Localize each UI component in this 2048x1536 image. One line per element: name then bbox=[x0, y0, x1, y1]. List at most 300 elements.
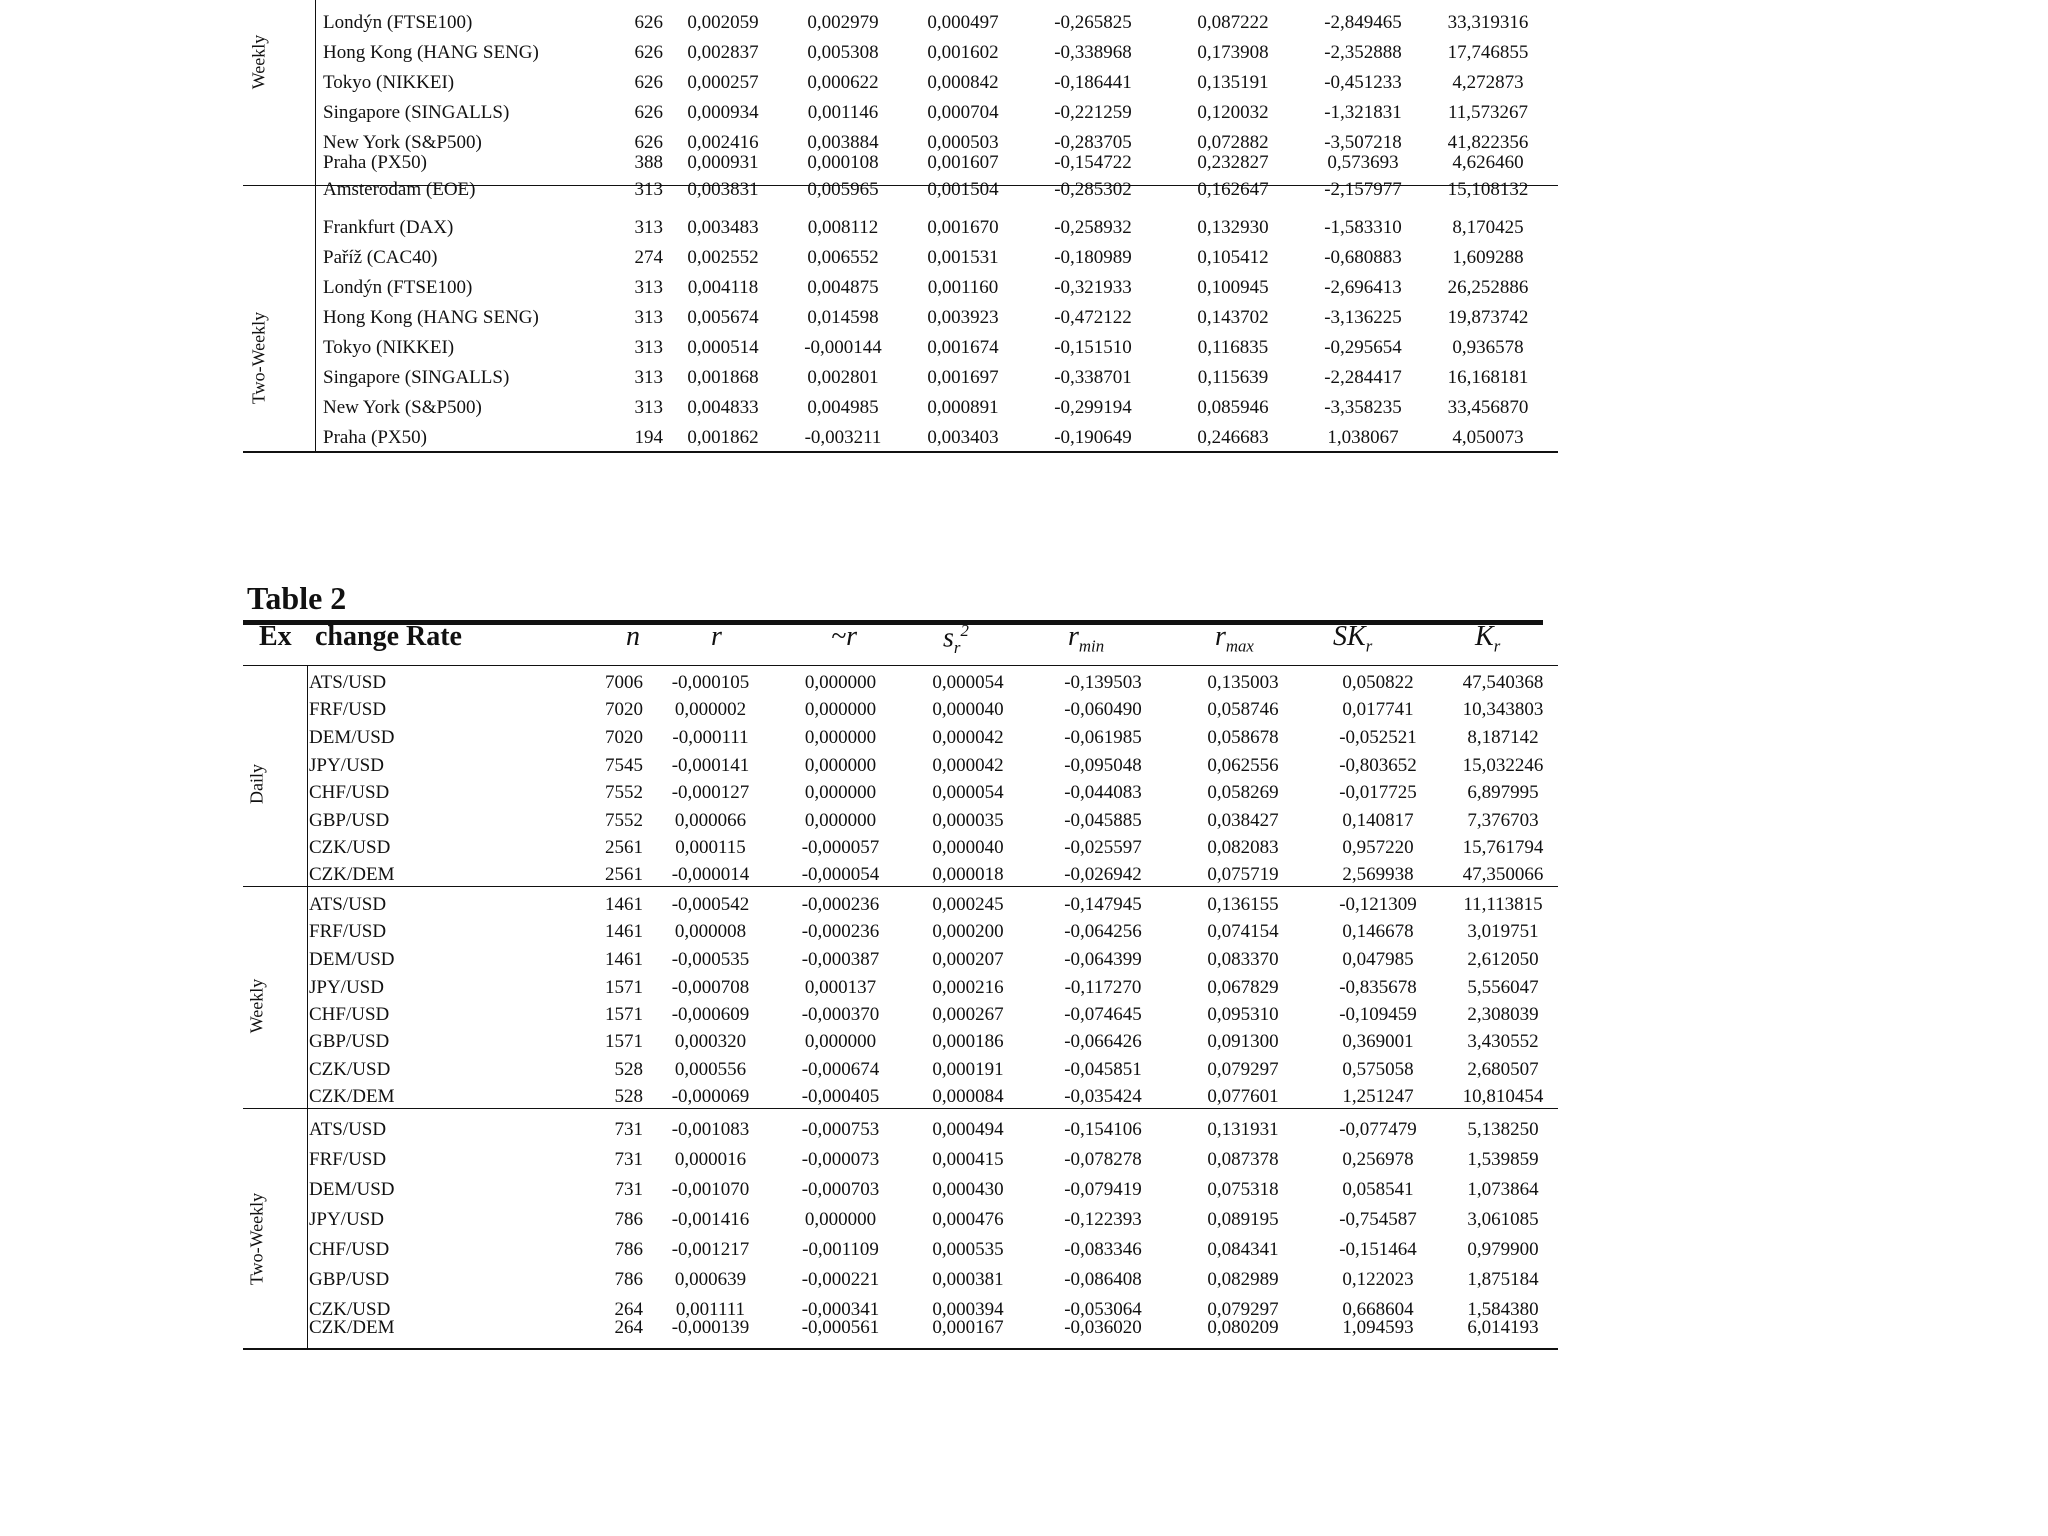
table-cell: -0,052521 bbox=[1339, 727, 1417, 748]
table-cell: 0,136155 bbox=[1207, 894, 1279, 915]
row-label: CZK/USD bbox=[309, 1059, 391, 1080]
table-cell: 1571 bbox=[605, 1031, 643, 1052]
table-cell: 0,077601 bbox=[1207, 1086, 1279, 1107]
header-rmax: $r_{max}$ bbox=[1215, 621, 1254, 656]
table-cell: 0,085946 bbox=[1197, 397, 1269, 418]
table-row bbox=[243, 365, 1558, 391]
table-cell: -0,017725 bbox=[1339, 782, 1417, 803]
row-label: CZK/USD bbox=[309, 1299, 391, 1320]
table-cell: -2,696413 bbox=[1324, 277, 1402, 298]
table-cell: 0,000394 bbox=[932, 1299, 1004, 1320]
table-cell: 1,539859 bbox=[1467, 1149, 1539, 1170]
table-cell: 0,079297 bbox=[1207, 1059, 1279, 1080]
table-cell: 0,001504 bbox=[927, 179, 999, 200]
row-label: CZK/USD bbox=[309, 837, 391, 858]
table-row bbox=[243, 835, 1558, 861]
table-cell: 0,074154 bbox=[1207, 921, 1279, 942]
table-cell: 626 bbox=[634, 42, 663, 63]
table-cell: 1,073864 bbox=[1467, 1179, 1539, 1200]
table-cell: -0,001070 bbox=[671, 1179, 750, 1200]
table-cell: 1461 bbox=[605, 921, 643, 942]
table-cell: -0,026942 bbox=[1064, 864, 1142, 885]
table-cell: -0,066426 bbox=[1064, 1031, 1142, 1052]
table-cell: 0,000430 bbox=[932, 1179, 1004, 1200]
table-row bbox=[243, 780, 1558, 806]
row-label: Singapore (SINGALLS) bbox=[323, 102, 510, 123]
table-cell: -0,000014 bbox=[671, 864, 750, 885]
table-cell: -0,154722 bbox=[1054, 152, 1132, 173]
table-cell: 0,003831 bbox=[687, 179, 759, 200]
table-row bbox=[243, 150, 1558, 176]
table-cell: 0,000040 bbox=[932, 699, 1004, 720]
table-cell: 0,000497 bbox=[927, 12, 999, 33]
table-cell: 274 bbox=[634, 247, 663, 268]
table-row bbox=[243, 670, 1558, 696]
row-label: JPY/USD bbox=[309, 977, 384, 998]
table-cell: 0,082989 bbox=[1207, 1269, 1279, 1290]
table-row bbox=[243, 1237, 1558, 1263]
table-cell: 0,000066 bbox=[674, 810, 747, 831]
group-label-two-weekly: Two-Weekly bbox=[248, 311, 269, 405]
table-cell: 0,000054 bbox=[932, 782, 1004, 803]
table-cell: 0,000200 bbox=[932, 921, 1004, 942]
table-cell: 0,001602 bbox=[927, 42, 999, 63]
table-cell: 0,001670 bbox=[927, 217, 999, 238]
table-cell: 2,308039 bbox=[1467, 1004, 1539, 1025]
table-cell: -0,451233 bbox=[1324, 72, 1402, 93]
table-cell: 0,004875 bbox=[807, 277, 879, 298]
table-cell: -0,053064 bbox=[1064, 1299, 1142, 1320]
table-row bbox=[243, 919, 1558, 945]
table-cell: 1,251247 bbox=[1342, 1086, 1414, 1107]
table-cell: 0,573693 bbox=[1327, 152, 1399, 173]
table-cell: 7020 bbox=[605, 699, 643, 720]
table-cell: 17,746855 bbox=[1447, 42, 1529, 63]
table-cell: 1,094593 bbox=[1342, 1317, 1414, 1338]
table-cell: 0,000040 bbox=[932, 837, 1004, 858]
table-cell: -0,000073 bbox=[801, 1149, 880, 1170]
row-label: CZK/DEM bbox=[309, 864, 395, 885]
table-cell: 1,584380 bbox=[1467, 1299, 1539, 1320]
table-cell: -3,507218 bbox=[1324, 132, 1402, 153]
table-cell: -3,136225 bbox=[1324, 307, 1402, 328]
table-cell: 6,897995 bbox=[1467, 782, 1539, 803]
table-cell: 0,014598 bbox=[807, 307, 879, 328]
table-cell: 0,000000 bbox=[804, 672, 877, 693]
row-label: Hong Kong (HANG SENG) bbox=[323, 42, 539, 63]
table-cell: 0,000934 bbox=[687, 102, 759, 123]
table-row bbox=[243, 862, 1558, 888]
table-bottom-rule bbox=[243, 451, 1558, 453]
table-cell: 0,256978 bbox=[1342, 1149, 1414, 1170]
table-cell: 2,612050 bbox=[1467, 949, 1539, 970]
table-cell: 0,000842 bbox=[927, 72, 999, 93]
table-cell: -0,000341 bbox=[801, 1299, 880, 1320]
table-row bbox=[243, 1057, 1558, 1083]
table-row bbox=[243, 425, 1558, 451]
table-cell: 626 bbox=[634, 72, 663, 93]
table-cell: 0,135191 bbox=[1197, 72, 1269, 93]
table-cell: 786 bbox=[614, 1239, 643, 1260]
table-cell: -0,121309 bbox=[1339, 894, 1417, 915]
table-cell: 0,002979 bbox=[807, 12, 879, 33]
table-cell: 388 bbox=[634, 152, 663, 173]
table-cell: -0,000405 bbox=[801, 1086, 880, 1107]
table-row bbox=[243, 1117, 1558, 1143]
table-cell: 15,032246 bbox=[1462, 755, 1544, 776]
table-cell: 3,430552 bbox=[1467, 1031, 1539, 1052]
table-cell: 0,000931 bbox=[687, 152, 759, 173]
table-cell: 3,061085 bbox=[1467, 1209, 1539, 1230]
table-cell: 0,001531 bbox=[927, 247, 999, 268]
table-cell: 0,067829 bbox=[1207, 977, 1279, 998]
table-cell: 0,000000 bbox=[804, 1209, 877, 1230]
row-label: GBP/USD bbox=[309, 1269, 390, 1290]
table-cell: 0,006552 bbox=[807, 247, 879, 268]
table-cell: 3,019751 bbox=[1467, 921, 1539, 942]
table-cell: 0,122023 bbox=[1342, 1269, 1414, 1290]
table-cell: 194 bbox=[634, 427, 663, 448]
table-cell: -0,338968 bbox=[1054, 42, 1132, 63]
table-cell: 0,668604 bbox=[1342, 1299, 1414, 1320]
table-cell: 1,609288 bbox=[1452, 247, 1524, 268]
table-cell: -0,036020 bbox=[1064, 1317, 1142, 1338]
table-cell: -0,000674 bbox=[801, 1059, 880, 1080]
table-cell: 786 bbox=[614, 1269, 643, 1290]
table-cell: 5,556047 bbox=[1467, 977, 1539, 998]
table-cell: 1461 bbox=[605, 894, 643, 915]
table-cell: 0,000084 bbox=[932, 1086, 1004, 1107]
table-cell: 0,000000 bbox=[804, 755, 877, 776]
table-cell: -0,045851 bbox=[1064, 1059, 1142, 1080]
table-cell: -0,000542 bbox=[671, 894, 750, 915]
table-cell: -0,000069 bbox=[671, 1086, 750, 1107]
table-cell: -0,060490 bbox=[1064, 699, 1142, 720]
table-cell: 731 bbox=[614, 1119, 643, 1140]
table-cell: 2,569938 bbox=[1342, 864, 1414, 885]
table-row bbox=[243, 1177, 1558, 1203]
table-cell: 0,000514 bbox=[687, 337, 759, 358]
table-cell: 0,075318 bbox=[1207, 1179, 1279, 1200]
table-cell: 0,116835 bbox=[1197, 337, 1269, 358]
table-cell: 8,170425 bbox=[1452, 217, 1524, 238]
table-cell: 0,162647 bbox=[1197, 179, 1269, 200]
table-cell: 731 bbox=[614, 1179, 643, 1200]
row-label: CHF/USD bbox=[309, 782, 390, 803]
row-label: GBP/USD bbox=[309, 810, 390, 831]
table-row bbox=[243, 808, 1558, 834]
table-cell: 16,168181 bbox=[1447, 367, 1529, 388]
table-cell: -0,000753 bbox=[801, 1119, 880, 1140]
table-cell: 47,350066 bbox=[1462, 864, 1544, 885]
table-cell: 0,005674 bbox=[687, 307, 759, 328]
table-cell: 0,979900 bbox=[1467, 1239, 1539, 1260]
table-row bbox=[243, 947, 1558, 973]
table-2-header bbox=[243, 617, 1543, 661]
row-label: ATS/USD bbox=[309, 672, 387, 693]
table-cell: -0,299194 bbox=[1054, 397, 1132, 418]
table-cell: 0,001868 bbox=[687, 367, 759, 388]
table-cell: -0,139503 bbox=[1064, 672, 1142, 693]
table-cell: 0,000108 bbox=[807, 152, 879, 173]
table-cell: 0,000207 bbox=[932, 949, 1004, 970]
table-cell: -0,147945 bbox=[1064, 894, 1142, 915]
table-cell: 313 bbox=[634, 277, 663, 298]
table-cell: -0,044083 bbox=[1064, 782, 1142, 803]
table-cell: 26,252886 bbox=[1447, 277, 1529, 298]
table-cell: 0,000267 bbox=[932, 1004, 1004, 1025]
table-cell: 11,113815 bbox=[1463, 894, 1543, 915]
table-cell: 0,143702 bbox=[1197, 307, 1269, 328]
table-cell: 7,376703 bbox=[1467, 810, 1539, 831]
table-cell: 0,936578 bbox=[1452, 337, 1524, 358]
table-cell: 0,131931 bbox=[1207, 1119, 1279, 1140]
table-cell: 0,100945 bbox=[1197, 277, 1269, 298]
table-cell: -3,358235 bbox=[1324, 397, 1402, 418]
table-cell: 0,369001 bbox=[1342, 1031, 1414, 1052]
table-cell: 4,272873 bbox=[1452, 72, 1524, 93]
row-label: CHF/USD bbox=[309, 1239, 390, 1260]
table-cell: -0,117270 bbox=[1064, 977, 1142, 998]
table-row bbox=[243, 177, 1558, 203]
table-cell: 0,957220 bbox=[1342, 837, 1414, 858]
table-cell: -0,025597 bbox=[1064, 837, 1142, 858]
table-cell: 0,000054 bbox=[932, 672, 1004, 693]
row-label: FRF/USD bbox=[309, 699, 387, 720]
row-label: Praha (PX50) bbox=[323, 427, 427, 448]
table-caption: Table 2 bbox=[247, 580, 347, 616]
table-cell: 264 bbox=[614, 1317, 643, 1338]
table-row bbox=[243, 305, 1558, 331]
table-cell: 0,058746 bbox=[1207, 699, 1279, 720]
table-cell: -0,079419 bbox=[1064, 1179, 1142, 1200]
table-row bbox=[243, 70, 1558, 96]
table-cell: 0,095310 bbox=[1207, 1004, 1279, 1025]
table-cell: 626 bbox=[634, 102, 663, 123]
header-variance: $s_r^2$ bbox=[943, 621, 969, 657]
row-label: CZK/DEM bbox=[309, 1086, 395, 1107]
header-kurtosis: $K_r$ bbox=[1475, 621, 1501, 656]
table-row bbox=[243, 975, 1558, 1001]
table-cell: 0,004985 bbox=[807, 397, 879, 418]
table-cell: -0,000141 bbox=[671, 755, 750, 776]
table-cell: 0,000556 bbox=[674, 1059, 747, 1080]
table-row bbox=[243, 215, 1558, 241]
table-cell: -0,109459 bbox=[1339, 1004, 1417, 1025]
table-cell: 313 bbox=[634, 397, 663, 418]
table-cell: 0,001160 bbox=[927, 277, 999, 298]
table-cell: 0,075719 bbox=[1207, 864, 1279, 885]
table-cell: 731 bbox=[614, 1149, 643, 1170]
header-rate: change Rate bbox=[315, 621, 462, 652]
table-cell: 0,003403 bbox=[927, 427, 999, 448]
table-cell: -0,680883 bbox=[1324, 247, 1402, 268]
table-2 bbox=[243, 665, 1558, 1355]
row-label: DEM/USD bbox=[309, 1179, 395, 1200]
table-cell: 0,005308 bbox=[807, 42, 879, 63]
table-cell: 1461 bbox=[605, 949, 643, 970]
table-cell: 0,083370 bbox=[1207, 949, 1279, 970]
table-cell: -0,064256 bbox=[1064, 921, 1142, 942]
table-cell: 7006 bbox=[605, 672, 643, 693]
row-label: Tokyo (NIKKEI) bbox=[323, 337, 455, 358]
table-cell: 0,001111 bbox=[675, 1299, 746, 1320]
table-cell: 0,079297 bbox=[1207, 1299, 1279, 1320]
group-label-weekly: Weekly bbox=[246, 978, 267, 1034]
table-cell: 0,047985 bbox=[1342, 949, 1414, 970]
table-row bbox=[243, 892, 1558, 918]
table-row bbox=[243, 1315, 1558, 1341]
table-cell: 0,000639 bbox=[674, 1269, 747, 1290]
row-label: CZK/DEM bbox=[309, 1317, 395, 1338]
row-label: Tokyo (NIKKEI) bbox=[323, 72, 455, 93]
row-label: Praha (PX50) bbox=[323, 152, 427, 173]
row-label: Londýn (FTSE100) bbox=[323, 277, 473, 298]
table-cell: -0,078278 bbox=[1064, 1149, 1142, 1170]
table-cell: 0,140817 bbox=[1342, 810, 1414, 831]
table-cell: 0,000115 bbox=[675, 837, 746, 858]
table-cell: -0,754587 bbox=[1339, 1209, 1417, 1230]
table-cell: 0,000000 bbox=[804, 782, 877, 803]
table-cell: 528 bbox=[614, 1059, 643, 1080]
table-cell: 626 bbox=[634, 12, 663, 33]
table-cell: 0,000002 bbox=[674, 699, 747, 720]
table-row bbox=[243, 1207, 1558, 1233]
table-cell: -0,835678 bbox=[1339, 977, 1417, 998]
table-cell: 41,822356 bbox=[1447, 132, 1529, 153]
table-cell: 0,000622 bbox=[807, 72, 879, 93]
table-cell: 33,319316 bbox=[1447, 12, 1529, 33]
table-cell: 0,246683 bbox=[1197, 427, 1269, 448]
table-cell: 0,058269 bbox=[1207, 782, 1279, 803]
table-cell: 0,002837 bbox=[687, 42, 759, 63]
table-cell: -0,045885 bbox=[1064, 810, 1142, 831]
table-cell: 313 bbox=[634, 367, 663, 388]
table-cell: -0,000535 bbox=[671, 949, 750, 970]
table-cell: -0,000370 bbox=[801, 1004, 880, 1025]
table-cell: -1,321831 bbox=[1324, 102, 1402, 123]
header-skewness: $SK_r$ bbox=[1333, 621, 1373, 656]
table-cell: 0,000320 bbox=[674, 1031, 747, 1052]
row-label: ATS/USD bbox=[309, 1119, 387, 1140]
table-row bbox=[243, 1147, 1558, 1173]
table-cell: 0,000381 bbox=[932, 1269, 1004, 1290]
table-cell: 10,810454 bbox=[1462, 1086, 1544, 1107]
table-cell: 0,000494 bbox=[932, 1119, 1004, 1140]
table-cell: 15,108132 bbox=[1447, 179, 1529, 200]
table-row bbox=[243, 335, 1558, 361]
table-cell: -0,074645 bbox=[1064, 1004, 1142, 1025]
table-cell: 0,087222 bbox=[1197, 12, 1269, 33]
table-cell: 0,001862 bbox=[687, 427, 759, 448]
table-cell: 0,000167 bbox=[932, 1317, 1004, 1338]
table-cell: 4,050073 bbox=[1452, 427, 1524, 448]
table-cell: 0,000476 bbox=[932, 1209, 1004, 1230]
table-cell: -0,258932 bbox=[1054, 217, 1132, 238]
table-cell: -0,001416 bbox=[671, 1209, 750, 1230]
table-cell: -0,001083 bbox=[671, 1119, 750, 1140]
header-n: n bbox=[626, 621, 640, 652]
table-cell: -0,151464 bbox=[1339, 1239, 1417, 1260]
table-cell: 0,000008 bbox=[674, 921, 747, 942]
row-label: Hong Kong (HANG SENG) bbox=[323, 307, 539, 328]
row-label: ATS/USD bbox=[309, 894, 387, 915]
table-cell: 0,000000 bbox=[804, 727, 877, 748]
table-cell: 0,000891 bbox=[927, 397, 999, 418]
table-cell: 0,000191 bbox=[932, 1059, 1004, 1080]
table-row bbox=[243, 1002, 1558, 1028]
table-cell: 0,001674 bbox=[927, 337, 999, 358]
table-cell: 0,038427 bbox=[1207, 810, 1279, 831]
table-cell: 0,000245 bbox=[932, 894, 1004, 915]
row-label: JPY/USD bbox=[309, 1209, 384, 1230]
table-cell: 11,573267 bbox=[1447, 102, 1529, 123]
table-cell: -0,001217 bbox=[671, 1239, 750, 1260]
table-cell: 0,000016 bbox=[674, 1149, 747, 1170]
table-cell: 0,000042 bbox=[932, 755, 1004, 776]
table-cell: 786 bbox=[614, 1209, 643, 1230]
table-cell: -0,000221 bbox=[801, 1269, 880, 1290]
group-label-weekly: Weekly bbox=[248, 34, 269, 90]
row-label: Paříž (CAC40) bbox=[323, 247, 438, 268]
row-label: Frankfurt (DAX) bbox=[323, 217, 454, 238]
table-cell: 0,084341 bbox=[1207, 1239, 1279, 1260]
table-cell: -0,285302 bbox=[1054, 179, 1132, 200]
row-label: Londýn (FTSE100) bbox=[323, 12, 473, 33]
table-row bbox=[243, 40, 1558, 66]
table-cell: 7552 bbox=[605, 810, 643, 831]
table-cell: -2,849465 bbox=[1324, 12, 1402, 33]
table-cell: -0,180989 bbox=[1054, 247, 1132, 268]
table-cell: -0,095048 bbox=[1064, 755, 1142, 776]
table-cell: 0,004833 bbox=[687, 397, 759, 418]
table-cell: -2,157977 bbox=[1324, 179, 1402, 200]
table-cell: 0,003483 bbox=[687, 217, 759, 238]
table-cell: -0,122393 bbox=[1064, 1209, 1142, 1230]
table-cell: 0,115639 bbox=[1197, 367, 1269, 388]
table-row bbox=[243, 1267, 1558, 1293]
table-row bbox=[243, 10, 1558, 36]
table-row bbox=[243, 725, 1558, 751]
table-cell: 0,001146 bbox=[807, 102, 879, 123]
table-cell: -0,000708 bbox=[671, 977, 750, 998]
table-cell: 7545 bbox=[605, 755, 643, 776]
table-cell: 33,456870 bbox=[1447, 397, 1529, 418]
table-cell: 0,000535 bbox=[932, 1239, 1004, 1260]
table-cell: 0,082083 bbox=[1207, 837, 1279, 858]
table-cell: 0,000000 bbox=[804, 810, 877, 831]
row-label: CHF/USD bbox=[309, 1004, 390, 1025]
table-cell: -0,000057 bbox=[801, 837, 880, 858]
table-cell: -0,000127 bbox=[671, 782, 750, 803]
table-bottom-rule bbox=[243, 1348, 1558, 1350]
table-cell: -0,000236 bbox=[801, 921, 880, 942]
table-cell: -0,151510 bbox=[1054, 337, 1132, 358]
table-cell: 0,087378 bbox=[1207, 1149, 1279, 1170]
table-cell: -0,086408 bbox=[1064, 1269, 1142, 1290]
table-cell: 0,132930 bbox=[1197, 217, 1269, 238]
table-cell: -0,000609 bbox=[671, 1004, 750, 1025]
table-cell: 1571 bbox=[605, 977, 643, 998]
table-cell: 0,000257 bbox=[687, 72, 759, 93]
table-cell: 0,062556 bbox=[1207, 755, 1279, 776]
table-row bbox=[243, 753, 1558, 779]
header-ex: Ex bbox=[259, 621, 292, 652]
table-row bbox=[243, 395, 1558, 421]
table-cell: 0,001697 bbox=[927, 367, 999, 388]
table-cell: 47,540368 bbox=[1462, 672, 1544, 693]
table-cell: 0,575058 bbox=[1342, 1059, 1414, 1080]
